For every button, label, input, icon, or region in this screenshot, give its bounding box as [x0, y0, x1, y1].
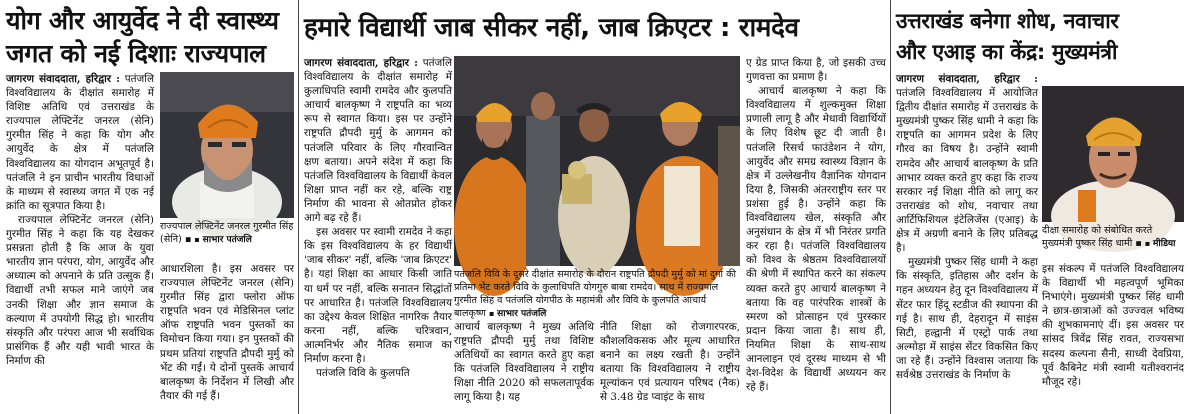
article-body-col-1	[896, 72, 1038, 412]
article-body-col-2	[160, 262, 294, 412]
article-body-col-4	[746, 56, 886, 412]
dateline: जागरण संवाददाता, हरिद्वार :	[6, 73, 120, 85]
headline-line-1: उत्तराखंड बनेगा शोध, नवाचार	[896, 9, 1119, 33]
body-paragraph: इस संकल्प में पतंजलि विश्वविद्यालय के विद्यार्थी भी महत्वपूर्ण भूमिका निभाएंगे। मुख्यमंत्री पुष्कर सिंह धामी ने छात्र-छात्राओं को उज्ज्वल भविष्य की शुभकामनाएं दीं। इस अवसर पर सांसद त्रिवेंद्र सिंह रावत, राज्यसभा सदस्य कल्पना सैनी, साध्वी देवप्रिया, पूर्व कैबिनेट मंत्री स्वामी यतीश्वरानंद मौजूद रहे।	[1042, 263, 1184, 388]
convocation-scene-illustration	[454, 56, 740, 266]
column-divider	[298, 0, 299, 414]
headline-line-1: योग और आयुर्वेद ने दी स्वास्थ्य	[6, 6, 279, 35]
article-body-col-2	[454, 320, 594, 412]
photo-credit: ▪ मीडिया	[1145, 239, 1176, 249]
article-body-col-2	[1042, 262, 1184, 412]
body-paragraph: जागरण संवाददाता, हरिद्वार : पतंजलि विश्वविद्यालय में आयोजित द्वितीय दीक्षांत समारोह में उत्तराखंड के मुख्यमंत्री पुष्कर सिंह धामी ने कहा कि राष्ट्रपति का आगमन प्रदेश के लिए गौरव का विषय है। उन्होंने स्वामी रामदेव और आचार्य बालकृष्ण के प्रति आभार व्यक्त करते हुए कहा कि राज्य सरकार नई शिक्षा नीति को लागू कर उत्तराखंड को शोध, नवाचार तथा आर्टिफिशियल इंटेलिजेंस (एआइ) के क्षेत्र में अग्रणी बनाने के लिए प्रतिबद्ध है।	[896, 73, 1038, 255]
body-paragraph: आचार्य बालकृष्ण ने कहा कि विश्वविद्यालय में शुल्कमुक्त शिक्षा प्रणाली लागू है और मेधावी विद्यार्थियों के लिए विशेष छूट दी जाती है। पतंजलि रिसर्च फाउंडेशन ने योग, आयुर्वेद और समग्र स्वास्थ्य विज्ञान के क्षेत्र में उल्लेखनीय वैज्ञानिक योगदान दिया है, जिसकी अंतरराष्ट्रीय स्तर पर प्रशंसा हुई है। उन्होंने कहा कि विश्वविद्यालय खेल, संस्कृति और अनुसंधान के क्षेत्र में भी निरंतर प्रगति कर रहा है। पतंजलि विश्वविद्यालय को विश्व के श्रेष्ठतम विश्वविद्यालयों की श्रेणी में स्थापित करने का संकल्प व्यक्त करते हुए आचार्य बालकृष्ण ने बताया कि वह पारंपरिक शास्त्रों के स्मरण को प्रोत्साहन एवं पुरस्कार प्रदान किया जाता है। साथ ही, नियमित शिक्षा के साथ-साथ आनलाइन एवं दूरस्थ माध्यम से भी देश-विदेश के विद्यार्थी अध्ययन कर रहे हैं।	[746, 85, 886, 394]
body-paragraph: मुख्यमंत्री पुष्कर सिंह धामी ने कहा कि संस्कृति, इतिहास और दर्शन के गहन अध्ययन हेतु दून विश्वविद्यालय में सेंटर फार हिंदू स्टडीज की स्थापना की गई है। साथ ही, देहरादून में साइंस सिटी, हल्द्वानी में एस्ट्रो पार्क तथा अल्मोड़ा में साइंस सेंटर विकसित किए जा रहे हैं। उन्होंने विश्वास जताया कि सर्वश्रेष्ठ उत्तराखंड के निर्माण के	[896, 256, 1038, 381]
body-paragraph: नीति शिक्षा को रोजगारपरक, कौशलविकसक और मूल्य आधारित बनाने का लक्ष्य रखती है। उन्होंने बताया कि विश्वविद्यालय ने राष्ट्रीय मूल्यांकन एवं प्रत्यायन परिषद (नैक) से 3.48 ग्रेड प्वाइंट के साथ	[600, 321, 740, 404]
article-body-col-1	[304, 56, 452, 412]
article-body-col-1	[6, 72, 154, 412]
governor-photo	[160, 72, 294, 218]
body-paragraph: जागरण संवाददाता, हरिद्वार : पतंजलि विश्वविद्यालय के दीक्षांत समारोह में विशिष्ट अतिथि एवं उत्तराखंड के राज्यपाल लेफ्टिनेंट जनरल (सेनि) गुरमीत सिंह ने कहा कि योग और आयुर्वेद के क्षेत्र में पतंजलि विश्वविद्यालय का योगदान अभूतपूर्व है। पतंजलि ने इन प्राचीन भारतीय विधाओं के माध्यम से स्वास्थ्य जगत में एक नई क्रांति का सूत्रपात किया है।	[6, 73, 154, 212]
convocation-photo-caption: पतंजलि विवि के दूसरे दीक्षांत समारोह के दौरान राष्ट्रपति द्रौपदी मुर्मु को मां दुर्गा की प्रतिमा भेंट करते विवि के कुलाधिपति योगगुरु बाबा रामदेव। साथ में राज्यपाल गुरमीत सिंह व पतंजलि योगपीठ के महामंत्री और विवि के कुलपति आचार्य बालकृष्ण ▪ साभार पतंजलि	[454, 268, 740, 308]
article-yoga-ayurveda	[0, 0, 298, 414]
article-body-col-3	[600, 320, 740, 412]
chief-minister-photo-caption: दीक्षा समारोह को संबोधित करते मुख्यमंत्री पुष्कर सिंह धामी ▪ ▪ मीडिया	[1042, 224, 1184, 252]
body-paragraph: जागरण संवाददाता, हरिद्वार : पतंजलि विश्वविद्यालय के दीक्षांत समारोह में कुलाधिपति स्वामी रामदेव और कुलपति आचार्य बालकृष्ण ने राष्ट्रपति का भव्य रूप से स्वागत किया। इस पर उन्होंने राष्ट्रपति द्रौपदी मुर्मु के आगमन को पतंजलि परिवार के लिए गौरवान्वित क्षण बताया। अपने संदेश में कहा कि पतंजलि विश्वविद्यालय के विद्यार्थी केवल शिक्षा प्राप्त नहीं कर रहे, बल्कि राष्ट्र निर्माण की भावना से ओतप्रोत होकर आगे बढ़ रहे हैं।	[304, 57, 452, 225]
article-job-creator	[300, 0, 890, 414]
article-uttarakhand-research	[892, 0, 1188, 414]
body-paragraph: आचार्य बालकृष्ण ने मुख्य अतिथि राष्ट्रपति द्रौपदी मुर्मु तथा विशिष्ट अतिथियों का स्वागत करते हुए कहा कि पतंजलि विश्वविद्यालय ने राष्ट्रीय शिक्षा नीति 2020 को सफलतापूर्वक लागू किया है। यह	[454, 321, 594, 404]
body-paragraph: राज्यपाल लेफ्टिनेंट जनरल (सेनि) गुरमीत सिंह ने कहा कि यह देखकर प्रसन्नता होती है कि आज के युवा भारतीय ज्ञान परंपरा, योग, आयुर्वेद और अध्यात्म को अपनाने के प्रति उत्सुक हैं। विद्यार्थी तभी सफल माने जाएंगे जब उनकी शिक्षा और ज्ञान समाज के कल्याण में उपयोगी सिद्ध हो। भारतीय संस्कृति और परंपरा आज भी सर्वाधिक प्रासंगिक हैं और यही भावी भारत के निर्माण की	[6, 213, 154, 367]
headline-line-2: जगत को नई दिशाः राज्यपाल	[6, 39, 266, 68]
governor-portrait-illustration	[160, 72, 294, 218]
body-paragraph: पतंजलि विवि के कुलपति	[316, 367, 410, 380]
headline-line-2: और एआइ का केंद्र: मुख्यमंत्री	[896, 40, 1118, 64]
chief-minister-photo	[1042, 86, 1184, 222]
dateline: जागरण संवाददाता, हरिद्वार :	[304, 57, 418, 69]
convocation-photo	[454, 56, 740, 266]
dateline: जागरण संवाददाता, हरिद्वार :	[896, 73, 1038, 85]
chief-minister-portrait-illustration	[1042, 86, 1184, 222]
headline: हमारे विद्यार्थी जाब सीकर नहीं, जाब क्रिएटर : रामदेव	[304, 13, 799, 43]
photo-credit: ▪ साभार पतंजलि	[194, 235, 251, 245]
governor-photo-caption: राज्यपाल लेफ्टिनेंट जनरल गुरमीत सिंह (सेनि) ▪ ▪ साभार पतंजलि	[160, 220, 294, 248]
column-divider	[890, 0, 891, 414]
body-paragraph: ए ग्रेड प्राप्त किया है, जो इसकी उच्च गुणवत्ता का प्रमाण है।	[746, 57, 886, 84]
body-paragraph: आधारशिला है। इस अवसर पर राज्यपाल लेफ्टिनेंट जनरल (सेनि) गुरमीत सिंह द्वारा फ्लोरा ऑफ राष्ट्रपति भवन एवं मेडिसिनल प्लांट ऑफ राष्ट्रपति भवन पुस्तकों का विमोचन किया गया। इन पुस्तकों की प्रथम प्रतियां राष्ट्रपति द्रौपदी मुर्मु को भेंट की गईं। ये दोनों पुस्तकें आचार्य बालकृष्ण के निर्देशन में लिखी और तैयार की गई हैं।	[160, 263, 294, 402]
body-paragraph: इस अवसर पर स्वामी रामदेव ने कहा कि इस विश्वविद्यालय के हर विद्यार्थी 'जाब सीकर' नहीं, बल्कि 'जाब क्रिएटर' है। यहां शिक्षा का आधार किसी जाति या धर्म पर नहीं, बल्कि सनातन सिद्धांतों पर आधारित है। पतंजलि विश्वविद्यालय का उद्देश्य केवल शिक्षित नागरिक तैयार करना नहीं, बल्कि चरित्रवान, आत्मनिर्भर और नैतिक समाज का निर्माण करना है।	[304, 226, 452, 365]
photo-credit: ▪ साभार पतंजलि	[489, 309, 546, 319]
